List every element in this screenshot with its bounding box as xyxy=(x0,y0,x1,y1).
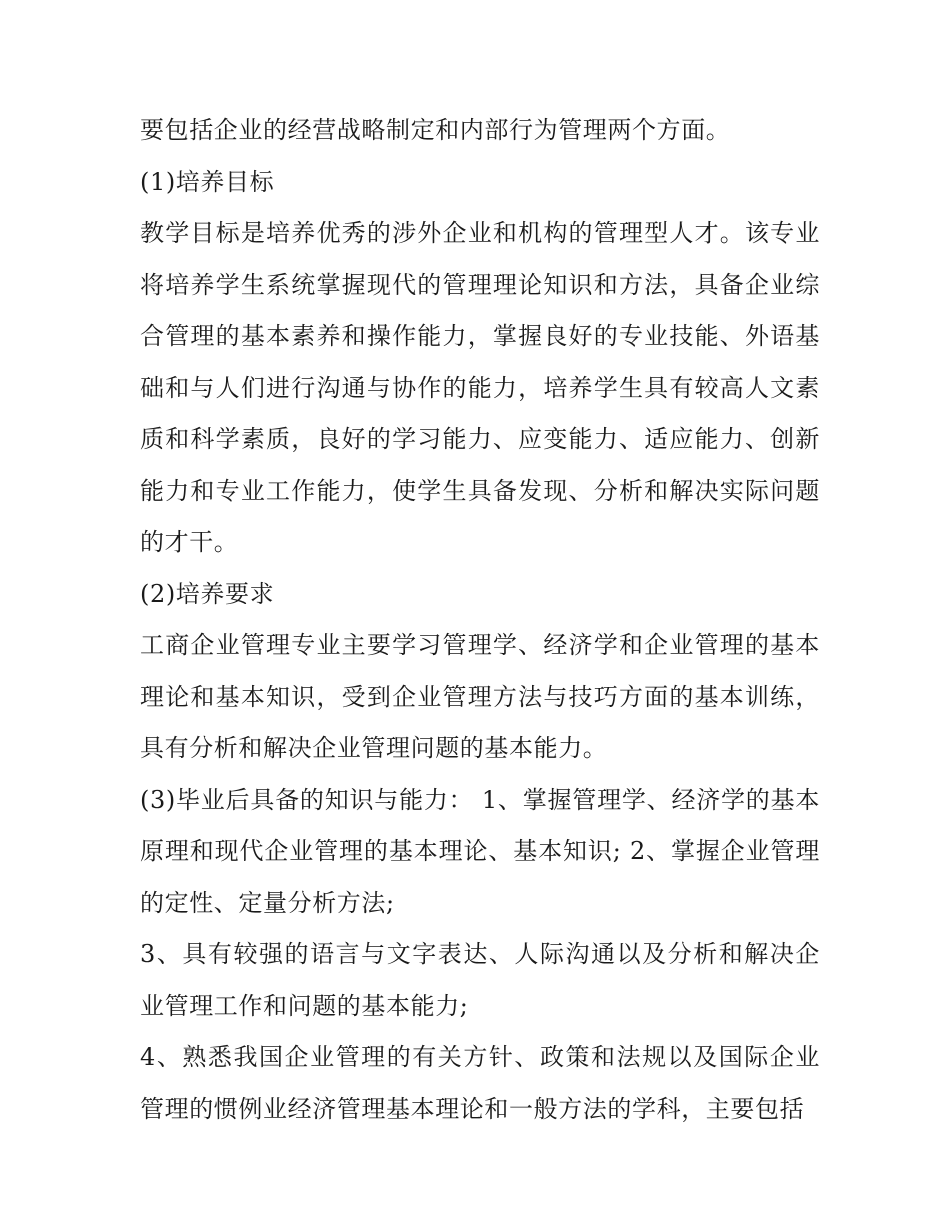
heading-training-requirements: (2)培养要求 xyxy=(140,579,275,608)
paragraph-intro-continuation: 要包括企业的经营战略制定和内部行为管理两个方面。 xyxy=(140,116,731,144)
heading-training-goals: (1)培养目标 xyxy=(140,167,275,196)
paragraph-training-goals: 教学目标是培养优秀的涉外企业和机构的管理型人才。该专业将培养学生系统掌握现代的管理理论知识和方法，具备企业综合管理的基本素养和操作能力，掌握良好的专业技能、外语基础和与人们进行沟通与协作的能力，培养学生具有较高人文素质和科学素质，良好的学习能力、应变能力、适应能力、创新能力和专业工作能力，使学生具备发现、分析和解决实际问题的才干。 xyxy=(140,219,820,556)
paragraph-graduate-abilities: (3)毕业后具备的知识与能力： 1、掌握管理学、经济学的基本原理和现代企业管理的基本理论、基本知识; 2、掌握企业管理的定性、定量分析方法; xyxy=(140,785,820,917)
document-body xyxy=(140,105,820,1135)
paragraph-training-requirements: 工商企业管理专业主要学习管理学、经济学和企业管理的基本理论和基本知识，受到企业管理方法与技巧方面的基本训练，具有分析和解决企业管理问题的基本能力。 xyxy=(140,631,820,762)
list-item-4: 4、熟悉我国企业管理的有关方针、政策和法规以及国际企业管理的惯例业经济管理基本理论和一般方法的学科，主要包括 xyxy=(140,1043,820,1123)
list-item-3: 3、具有较强的语言与文字表达、人际沟通以及分析和解决企业管理工作和问题的基本能力; xyxy=(140,940,820,1020)
